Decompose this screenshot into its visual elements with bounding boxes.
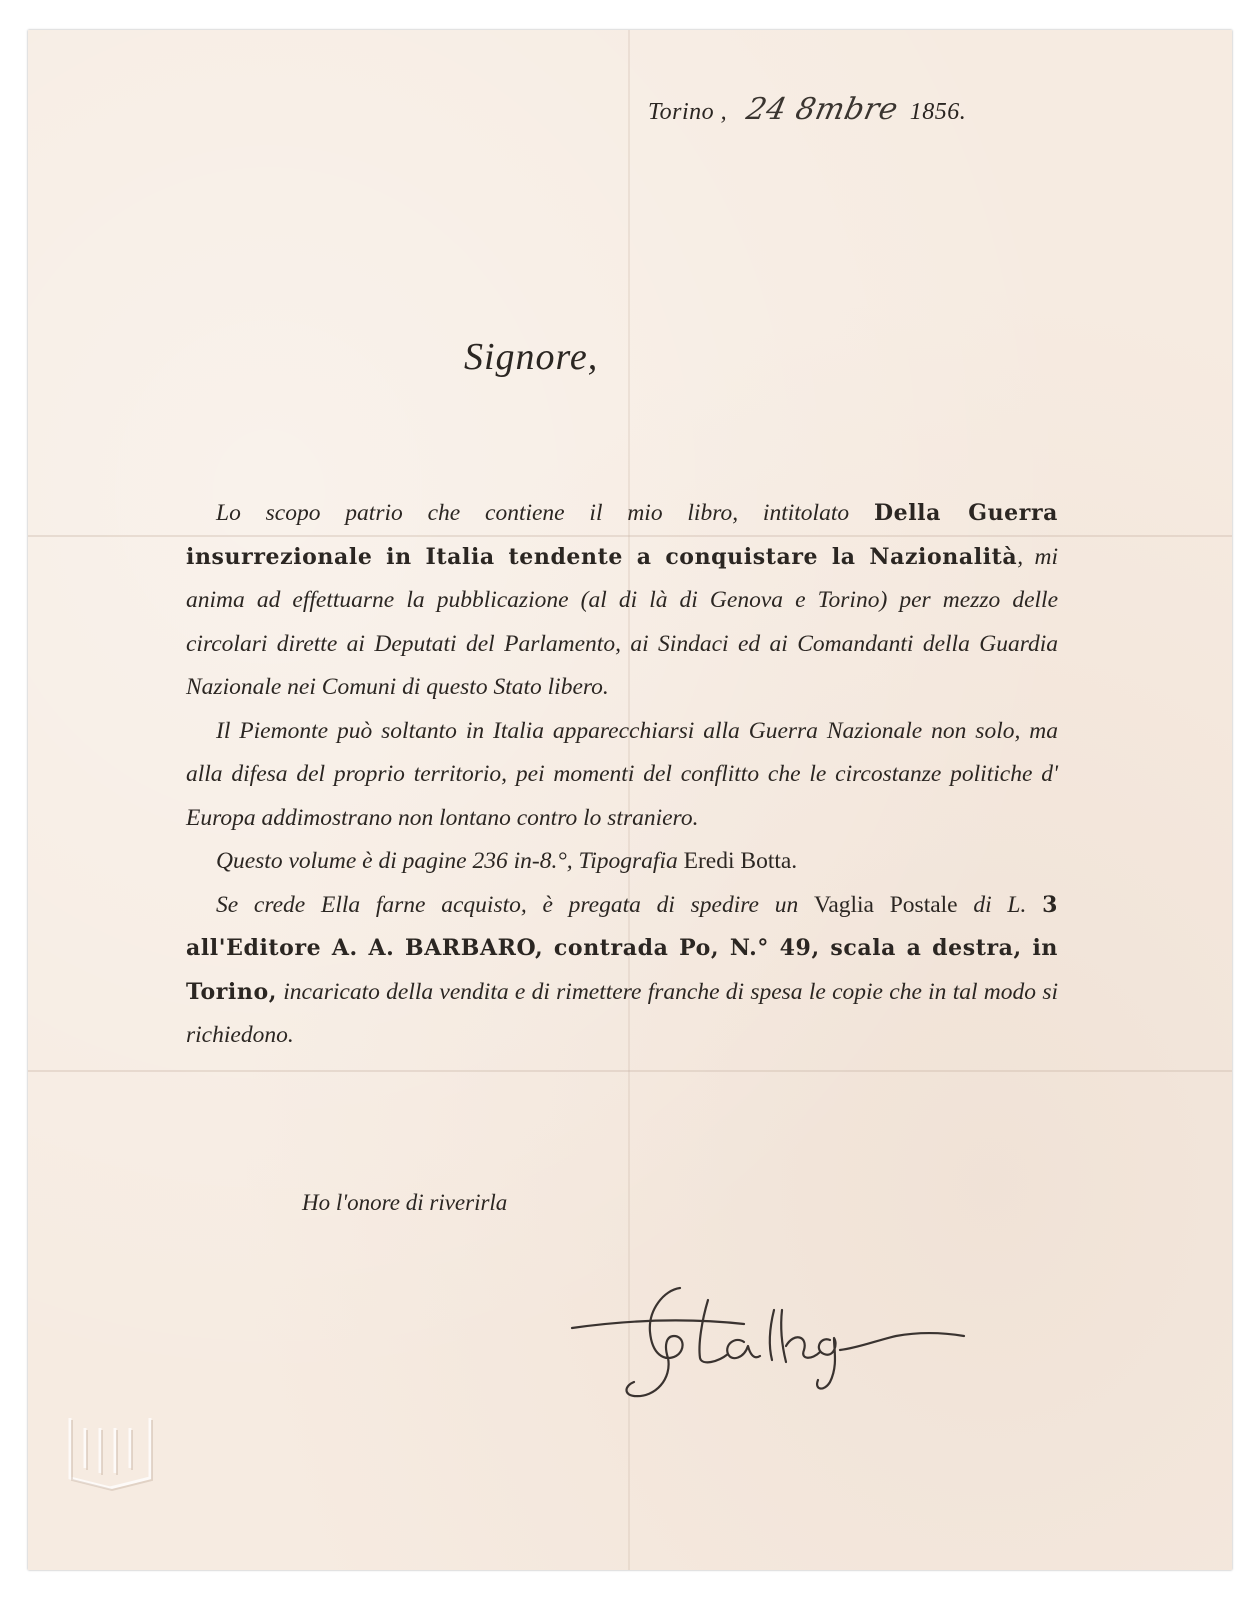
postal-order: Vaglia Postale [813, 891, 958, 918]
paragraph [186, 840, 1058, 884]
paragraph [186, 884, 1058, 1058]
fold-line [28, 1070, 1232, 1072]
dateline [648, 92, 966, 127]
embossed-stamp [50, 1398, 200, 1508]
dateline-city: Torino , [648, 99, 728, 125]
salutation: Signore, [464, 336, 599, 378]
signature-scrawl [568, 1270, 988, 1410]
publisher-address: 3 all'Editore A. A. BARBARO, contrada Po, N.° 49, scala a destra, in Torino, [186, 891, 1058, 1005]
blind-stamp-mark [50, 1398, 200, 1508]
paragraph [186, 492, 1058, 710]
paragraph-text: Lo scopo patrio che contiene il mio libro, intitolato [216, 500, 874, 526]
printer-name: Eredi Botta. [683, 848, 798, 874]
signature [568, 1270, 988, 1415]
handwritten-date: 24 8mbre [743, 92, 902, 127]
paragraph: Il Piemonte può soltanto in Italia apparecchiarsi alla Guerra Nazionale non solo, ma alla difesa del proprio territorio, pei momenti del conflitto che le circostanze politiche d' Europa addimostrano non lontano contro lo straniero. [186, 717, 1058, 831]
paragraph-text: Se crede Ella farne acquisto, è pregata di spedire un [216, 891, 814, 918]
paragraph-text: L. [1007, 891, 1043, 918]
paragraph-text: Questo volume è di pagine 236 in-8.°, Tipografia [216, 848, 684, 874]
letter-sheet [28, 30, 1232, 1570]
paragraph-text: , mi anima ad effettuarne la pubblicazione (al di là di Genova e Torino) per mezzo delle circolari dirette ai Deputati del Parlamento, ai Sindaci ed ai Comandanti della Guardia Nazionale nei Comuni di questo Stato libero. [186, 543, 1058, 700]
dateline-year: 1856. [909, 99, 967, 125]
letter-body [186, 492, 1058, 1058]
paragraph-text: di [957, 891, 1008, 918]
book-title: Della Guerra insurrezionale in Italia tendente a conquistare la Nazionalità [186, 500, 1059, 570]
paragraph-text: incaricato della vendita e di rimettere franche di spesa le copie che in tal modo si richiedono. [186, 978, 1058, 1048]
closing-line: Ho l'onore di riverirla [302, 1190, 508, 1215]
